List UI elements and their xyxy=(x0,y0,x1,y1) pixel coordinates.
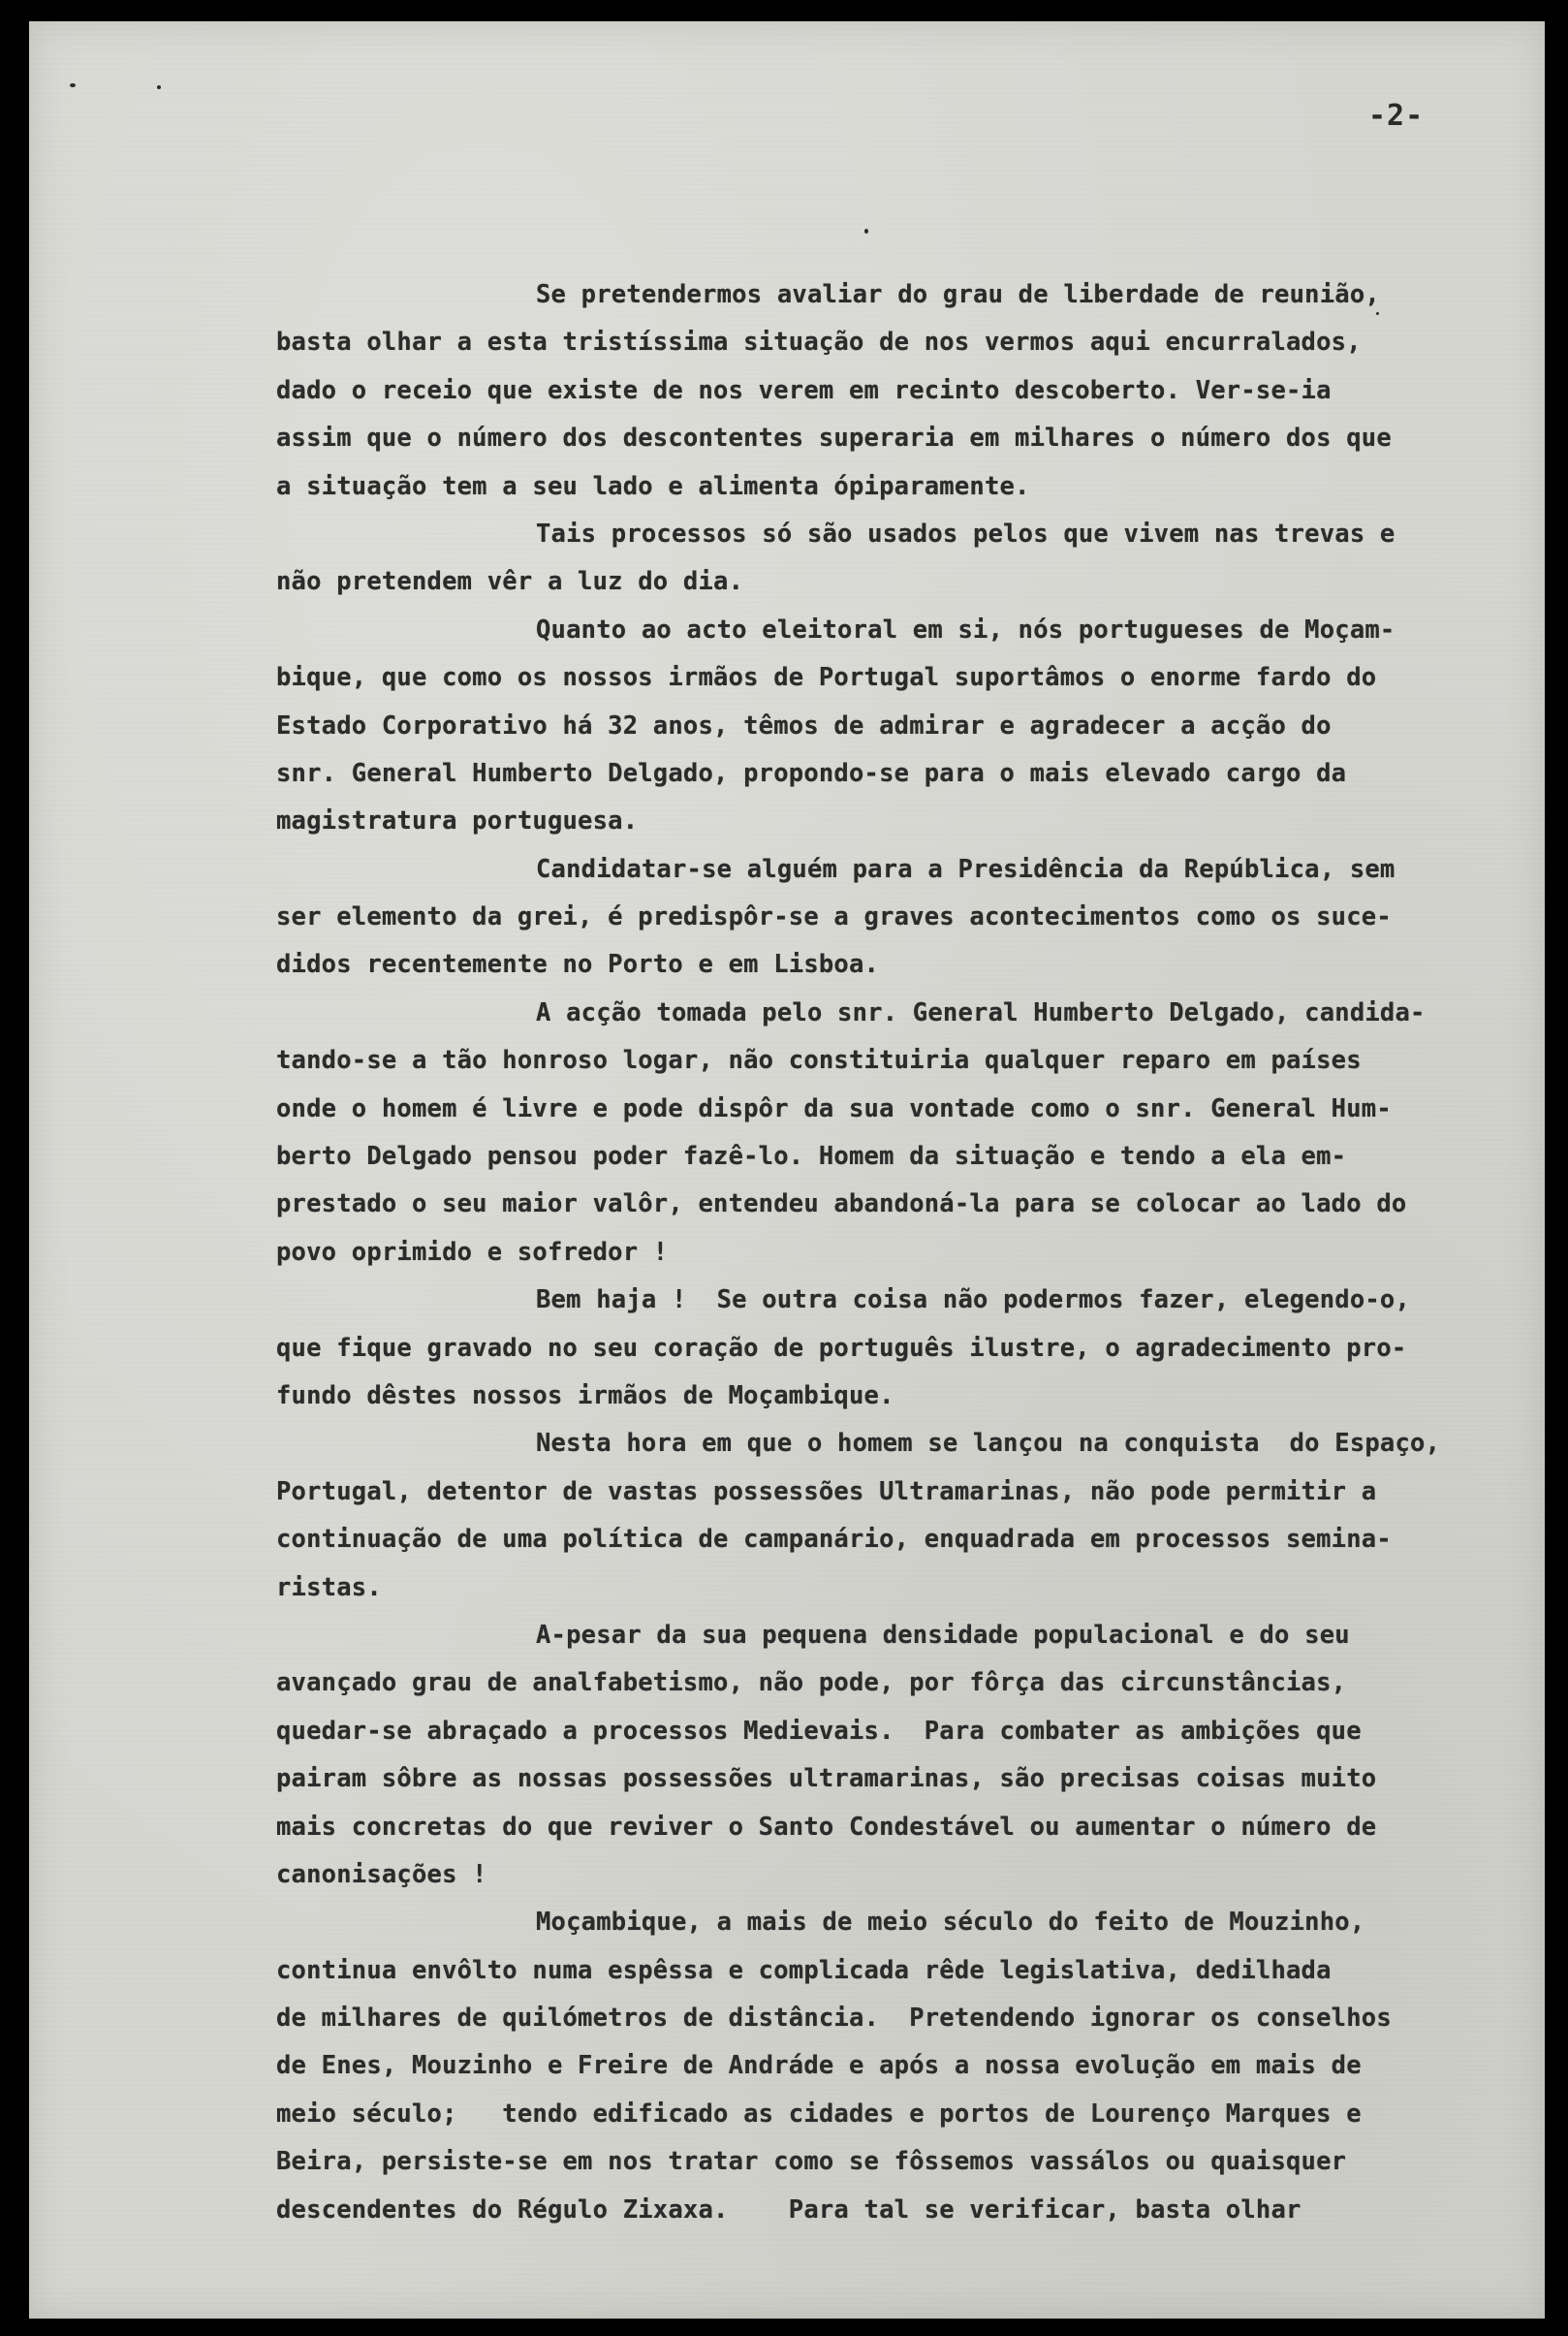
text-line: assim que o número dos descontentes superaria em milhares o número dos que xyxy=(276,424,1392,454)
text-line: povo oprimido e sofredor ! xyxy=(276,1237,669,1267)
text-line: berto Delgado pensou poder fazê-lo. Homem da situação e tendo a ela em- xyxy=(276,1142,1347,1172)
text-line: dado o receio que existe de nos verem em recinto descoberto. Ver-se-ia xyxy=(276,375,1332,405)
paragraph-first-line: Moçambique, a mais de meio século do feito de Mouzinho, xyxy=(536,1908,1365,1938)
text-line: prestado o seu maior valôr, entendeu abandoná-la para se colocar ao lado do xyxy=(276,1189,1407,1219)
document-body xyxy=(276,271,1555,2234)
text-line: mais concretas do que reviver o Santo Condestável ou aumentar o número de xyxy=(276,1812,1377,1842)
paragraph-first-line: A-pesar da sua pequena densidade populacional e do seu xyxy=(536,1620,1350,1650)
text-line: de Enes, Mouzinho e Freire de Andráde e após a nossa evolução em mais de xyxy=(276,2051,1362,2081)
text-line: meio século; tendo edificado as cidades e portos de Lourenço Marques e xyxy=(276,2099,1362,2129)
text-line: descendentes do Régulo Zixaxa. Para tal se verificar, basta olhar xyxy=(276,2194,1301,2225)
paragraph-first-line: A acção tomada pelo snr. General Humberto Delgado, candida- xyxy=(536,997,1426,1027)
paragraph-first-line: Se pretendermos avaliar do grau de liberdade de reunião, xyxy=(536,280,1380,309)
text-line: fundo dêstes nossos irmãos de Moçambique. xyxy=(276,1380,894,1410)
text-line: basta olhar a esta tristíssima situação de nos vermos aqui encurralados, xyxy=(276,328,1362,358)
text-line: a situação tem a seu lado e alimenta ópiparamente. xyxy=(276,471,1030,501)
text-line: bique, que como os nossos irmãos de Portugal suportâmos o enorme fardo do xyxy=(276,663,1377,693)
page-number: -2- xyxy=(1368,99,1425,133)
text-line: de milhares de quilómetros de distância. Pretendendo ignorar os conselhos xyxy=(276,2004,1392,2034)
ink-speck xyxy=(70,83,76,87)
paragraph-first-line: Candidatar-se alguém para a Presidência da República, sem xyxy=(536,854,1396,884)
text-line: continuação de uma política de campanário, enquadrada em processos semina- xyxy=(276,1525,1392,1555)
text-line: tando-se a tão honroso logar, não constituiria qualquer reparo em países xyxy=(276,1046,1362,1076)
text-line: Portugal, detentor de vastas possessões Ultramarinas, não pode permitir a xyxy=(276,1476,1377,1506)
text-line: quedar-se abraçado a processos Medievais. Para combater as ambições que xyxy=(276,1716,1362,1746)
paragraph-first-line: Tais processos só são usados pelos que vivem nas trevas e xyxy=(536,519,1396,549)
text-line: ristas. xyxy=(276,1572,382,1602)
ink-speck xyxy=(864,229,868,234)
text-line: pairam sôbre as nossas possessões ultramarinas, são precisas coisas muito xyxy=(276,1764,1377,1794)
paragraph-first-line: Bem haja ! Se outra coisa não podermos fazer, elegendo-o, xyxy=(536,1285,1411,1315)
text-line: Beira, persiste-se em nos tratar como se fôssemos vassálos ou quaisquer xyxy=(276,2147,1347,2177)
text-line: não pretendem vêr a luz do dia. xyxy=(276,567,744,597)
paragraph-first-line: Nesta hora em que o homem se lançou na conquista do Espaço, xyxy=(536,1429,1441,1459)
text-line: avançado grau de analfabetismo, não pode, por fôrça das circunstâncias, xyxy=(276,1668,1347,1698)
text-line: ser elemento da grei, é predispôr-se a graves acontecimentos como os suce- xyxy=(276,902,1392,932)
text-line: didos recentemente no Porto e em Lisboa. xyxy=(276,950,880,980)
text-line: magistratura portuguesa. xyxy=(276,806,639,837)
text-line: canonisações ! xyxy=(276,1859,487,1889)
paragraph-first-line: Quanto ao acto eleitoral em si, nós portugueses de Moçam- xyxy=(536,615,1396,645)
text-line: que fique gravado no seu coração de português ilustre, o agradecimento pro- xyxy=(276,1333,1407,1363)
text-line: onde o homem é livre e pode dispôr da sua vontade como o snr. General Hum- xyxy=(276,1093,1392,1123)
typewritten-page xyxy=(29,21,1545,2319)
text-line: Estado Corporativo há 32 anos, têmos de admirar e agradecer a acção do xyxy=(276,710,1332,741)
text-line: continua envôlto numa espêssa e complicada rêde legislativa, dedilhada xyxy=(276,1955,1332,1985)
ink-speck xyxy=(157,85,161,89)
text-line: snr. General Humberto Delgado, propondo-se para o mais elevado cargo da xyxy=(276,758,1347,788)
